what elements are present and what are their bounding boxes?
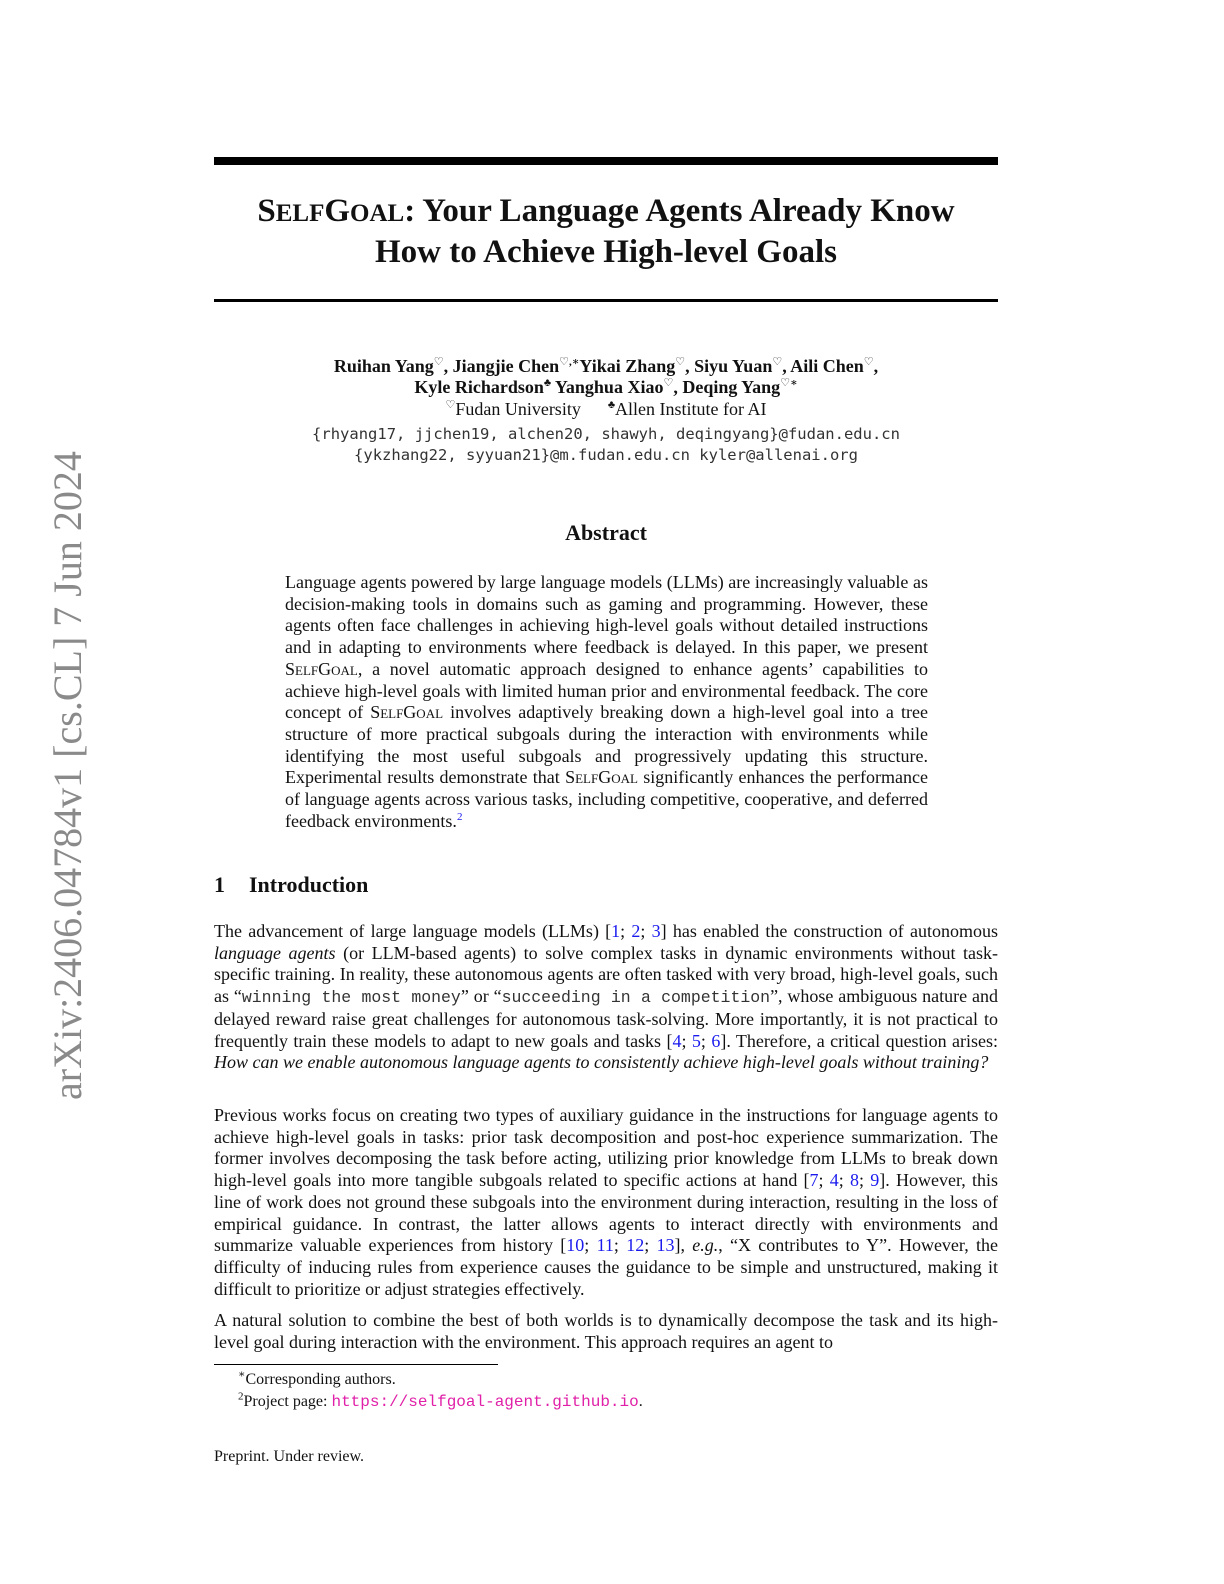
- project-page-link[interactable]: https://selfgoal-agent.github.io: [331, 1393, 639, 1411]
- citation-link[interactable]: 10: [566, 1235, 585, 1256]
- footnote-rule: [214, 1364, 498, 1365]
- intro-paragraph: A natural solution to combine the best of both worlds is to dynamically decompose the task and its high-level goal during interaction with the environment. This approach requires an agent to: [214, 1310, 998, 1352]
- email-line: {rhyang17, jjchen19, alchen20, shawyh, deqingyang}@fudan.edu.cn: [312, 425, 900, 443]
- abstract-body: Language agents powered by large language models (LLMs) are increasingly valuable as decision-making tools in domains such as gaming and programming. However, these agents often face challenges in achieving high-level goals without detailed instructions and in adapting to environments where feedback is delayed. In this paper, we present SelfGoal, a novel automatic approach designed to enhance agents’ capabilities to achieve high-level goals with limited human prior and environmental feedback. The core concept of SelfGoal involves adaptively breaking down a high-level goal into a tree structure of more practical subgoals during the interaction with environments while identifying the most useful subgoals and progressively updating this structure. Experimental results demonstrate that SelfGoal significantly enhances the performance of language agents across various tasks, including competitive, cooperative, and deferred feedback environments.$^2$: [285, 572, 929, 831]
- title-top-rule: [214, 157, 998, 165]
- citation-link[interactable]: 1: [611, 921, 621, 941]
- citation-link[interactable]: 7: [809, 1170, 819, 1191]
- paper-title: SELFGOAL: Your Language Agents Already Know How to Achieve High-level Goals: [257, 193, 955, 270]
- citation-link[interactable]: 13: [656, 1235, 675, 1256]
- title-bottom-rule: [214, 299, 998, 302]
- footnote-link[interactable]: 2: [456, 810, 463, 823]
- citation-link[interactable]: 2: [631, 921, 641, 941]
- author-list: Ruihan Yang♡, Jiangjie Chen♡,∗Yikai Zhang♡, Siyu Yuan♡, Aili Chen♡, Kyle Richardson♣ Yanghua Xiao♡, Deqing Yang♡∗: [333, 356, 879, 397]
- intro-paragraph: The advancement of large language models (LLMs) [1; 2; 3] has enabled the construction of autonomous language agents (or LLM-based agents) to solve complex tasks in dynamic environments without task-specific training. In reality, these autonomous agents are often tasked with very broad, high-level goals, such as “winning the most money” or “succeeding in a competition”, whose ambiguous nature and delayed reward raise great challenges for autonomous task-solving. More importantly, it is not practical to frequently train these models to adapt to new goals and tasks [4; 5; 6]. Therefore, a critical question arises: How can we enable autonomous language agents to consistently achieve high-level goals without training?: [214, 921, 999, 1073]
- email-line: {ykzhang22, syyuan21}@m.fudan.edu.cn kyler@allenai.org: [354, 446, 858, 464]
- citation-link[interactable]: 6: [711, 1030, 721, 1051]
- citation-link[interactable]: 9: [870, 1170, 880, 1191]
- preprint-notice: Preprint. Under review.: [214, 1448, 365, 1465]
- footnote-corresponding: ∗Corresponding authors.: [238, 1368, 396, 1388]
- citation-link[interactable]: 3: [651, 921, 661, 941]
- intro-paragraph: Previous works focus on creating two types of auxiliary guidance in the instructions for language agents to achieve high-level goals in tasks: prior task decomposition and post-hoc experience summarization. The former involves decomposing the task before acting, utilizing prior knowledge from LLMs to break down high-level goals into more tangible subgoals related to specific actions at hand [7; 4; 8; 9]. However, this line of work does not ground these subgoals into the environment during interaction, resulting in the loss of empirical guidance. In contrast, the latter allows agents to interact directly with environments and summarize valuable experiences from history [10; 11; 12; 13], e.g., “X contributes to Y”. However, the difficulty of inducing rules from experience causes the guidance to be simple and unstructured, making it difficult to prioritize or adjust strategies effectively.: [214, 1105, 998, 1299]
- affiliations: ♡Fudan University ♣Allen Institute for AI: [445, 399, 767, 419]
- arxiv-identifier: arXiv:2406.04784v1 [cs.CL] 7 Jun 2024: [45, 451, 90, 1100]
- citation-link[interactable]: 11: [596, 1235, 614, 1256]
- citation-link[interactable]: 5: [691, 1030, 701, 1051]
- footnotes: [238, 1369, 998, 1413]
- citation-link[interactable]: 12: [626, 1235, 645, 1256]
- citation-link[interactable]: 4: [829, 1170, 839, 1191]
- footnote-project-page: $^2$Project page: https://selfgoal-agent.github.io.: [238, 1390, 643, 1411]
- abstract-heading: Abstract: [565, 520, 647, 545]
- author-emails: [214, 424, 998, 466]
- citation-link[interactable]: 4: [672, 1030, 682, 1051]
- section-heading-introduction: 1 Introduction: [214, 872, 369, 897]
- citation-link[interactable]: 8: [850, 1170, 860, 1191]
